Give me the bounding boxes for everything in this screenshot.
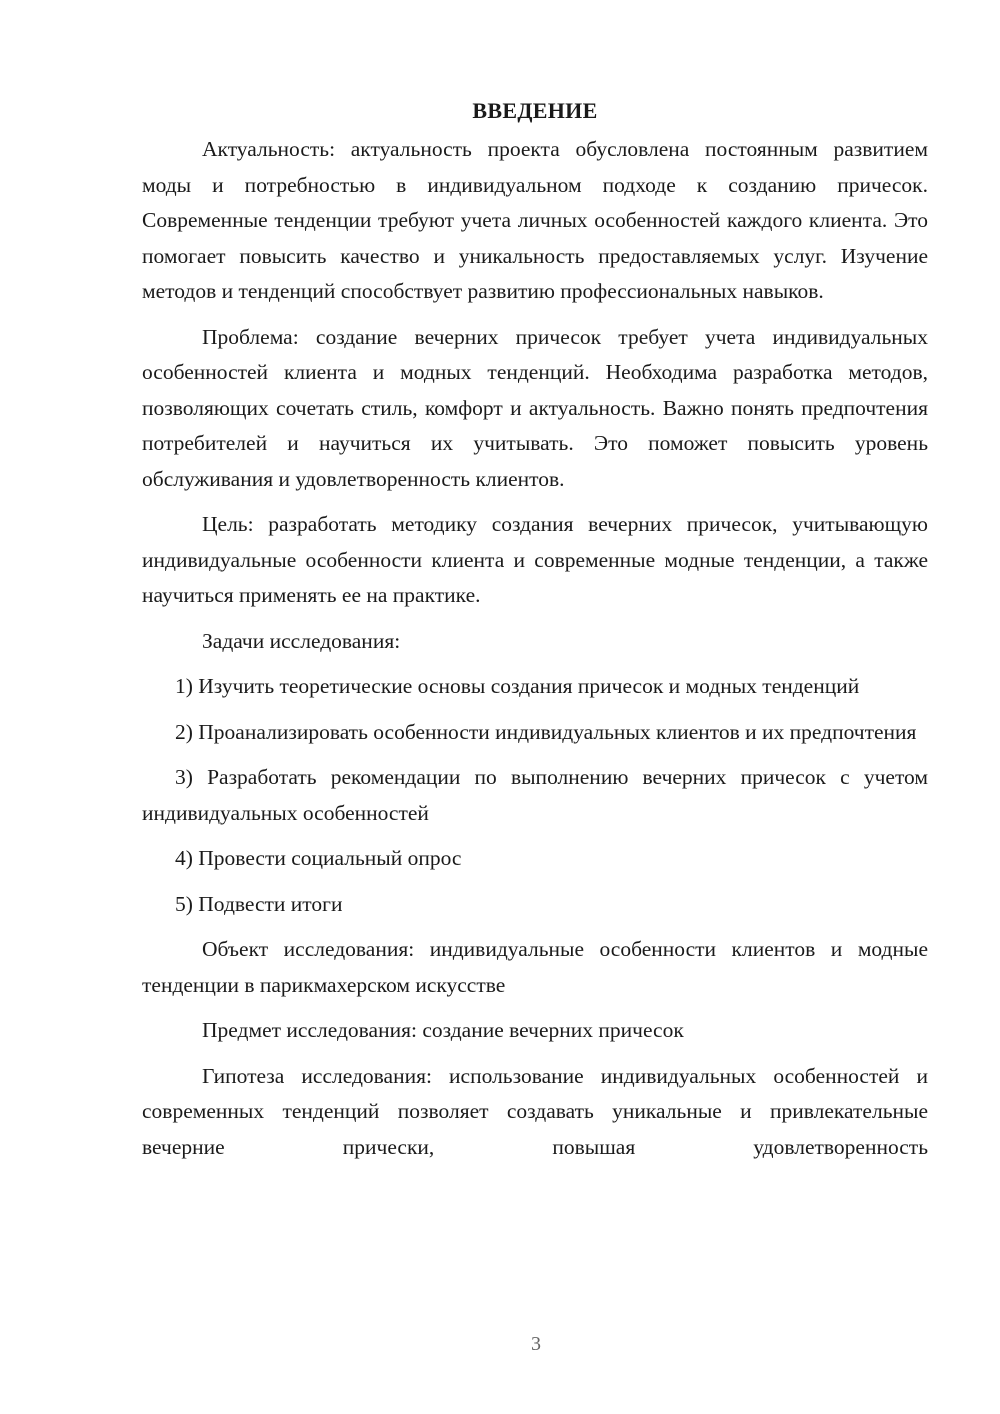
- section-title: ВВЕДЕНИЕ: [472, 98, 598, 123]
- task-item-3: 3) Разработать рекомендации по выполнению вечерних причесок с учетом индивидуальных особенностей: [142, 765, 928, 825]
- paragraph-hypothesis: Гипотеза исследования: использование индивидуальных особенностей и современных тенденций позволяет создавать уникальные и привлекательные вечерние прически, повышая удовлетворенность: [142, 1063, 928, 1159]
- task-item-5: 5) Подвести итоги: [175, 891, 343, 916]
- page-number: 3: [531, 1333, 541, 1355]
- task-item-4: 4) Провести социальный опрос: [175, 846, 462, 870]
- paragraph-goal: Цель: разработать методику создания вечерних причесок, учитывающую индивидуальные особенности клиента и современные модные тенденции, а также научиться применять ее на практике.: [142, 512, 928, 607]
- paragraph-object: Объект исследования: индивидуальные особенности клиентов и модные тенденции в парикмахерском искусстве: [142, 937, 928, 997]
- task-item-2: 2) Проанализировать особенности индивидуальных клиентов и их предпочтения: [175, 719, 917, 744]
- paragraph-problem: Проблема: создание вечерних причесок требует учета индивидуальных особенностей клиента и модных тенденций. Необходима разработка методов, позволяющих сочетать стиль, комфорт и актуальность. Важно понять предпочтения потребителей и научиться их учитывать. Это поможет повысить уровень обслуживания и удовлетворенность клиентов.: [142, 324, 928, 491]
- task-item-1: 1) Изучить теоретические основы создания причесок и модных тенденций: [175, 674, 860, 698]
- paragraph-subject: Предмет исследования: создание вечерних причесок: [202, 1018, 684, 1042]
- paragraph-tasks-heading: Задачи исследования:: [202, 628, 401, 653]
- document-page: [142, 96, 928, 1175]
- paragraph-relevance: Актуальность: актуальность проекта обусловлена постоянным развитием моды и потребностью в индивидуальном подходе к созданию причесок. Современные тенденции требуют учета личных особенностей каждого клиента. Это помогает повысить качество и уникальность предоставляемых услуг. Изучение методов и тенденций способствует развитию профессиональных навыков.: [142, 137, 928, 303]
